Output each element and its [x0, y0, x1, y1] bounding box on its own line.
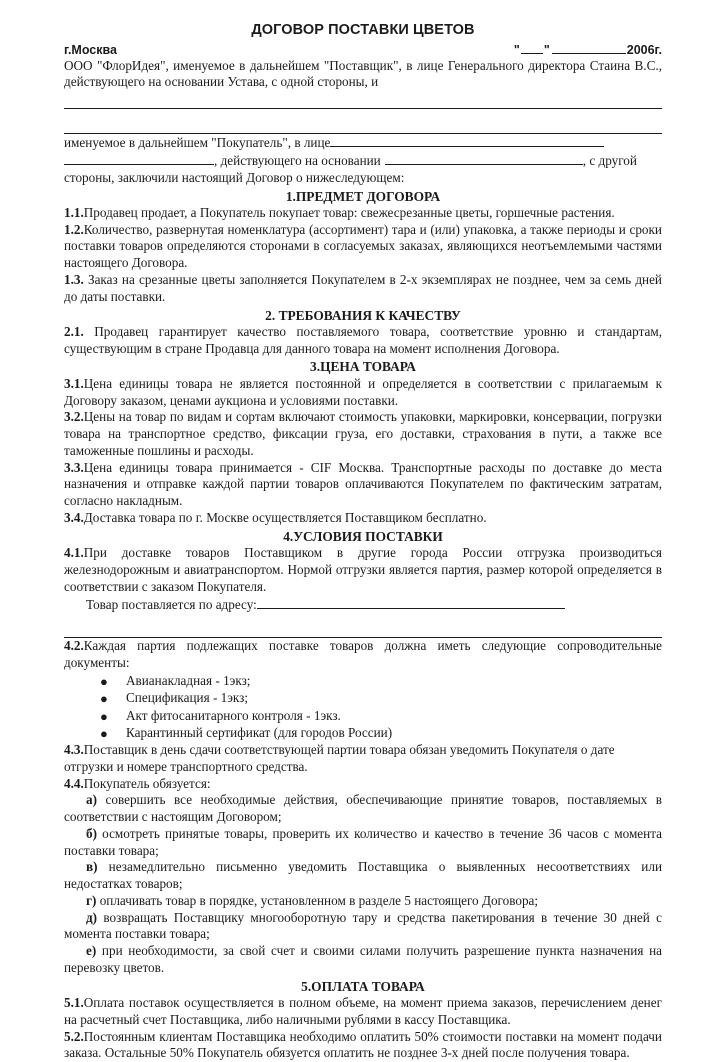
preamble-supplier: ООО "ФлорИдея", именуемое в дальнейшем "Поставщик", в лице Генерального директора Стаина В.С., действующего на основании Устава, с одной стороны, и: [64, 57, 662, 90]
clause-4-4: [64, 776, 662, 793]
document-name: Карантинный сертификат (для городов России): [126, 725, 393, 741]
supplier-blank-line-2[interactable]: [64, 117, 662, 134]
quote-close: ": [543, 42, 550, 57]
document-name: Спецификация - 1экз;: [126, 690, 249, 706]
delivery-address-blank[interactable]: [257, 596, 565, 609]
clause-text: Заказ на срезанные цветы заполняется Покупателем в 2-х экземплярах не позднее, чем за семь дней до даты поставки.: [64, 271, 662, 304]
obligation-letter: е): [86, 943, 97, 959]
bullet-dot-icon: ●: [100, 673, 108, 689]
clause-1-3: [64, 272, 662, 306]
obligation-d: [64, 910, 662, 944]
section-heading-1: 1.ПРЕДМЕТ ДОГОВОРА: [285, 188, 441, 204]
section-heading-5: 5.ОПЛАТА ТОВАРА: [301, 978, 425, 994]
delivery-address-blank-2[interactable]: [64, 621, 662, 638]
obligation-letter: в): [86, 859, 98, 875]
obligation-letter: г): [86, 892, 97, 908]
bullet-dot-icon: ●: [100, 708, 108, 724]
section-heading-2: 2. ТРЕБОВАНИЯ К КАЧЕСТВУ: [265, 307, 461, 323]
preamble-buyer-line-1: [64, 134, 662, 152]
quote-open: ": [513, 42, 520, 57]
obligation-text: совершить все необходимые действия, обеспечивающие принятие товаров, поставляемых в соответствии с настоящим Договором;: [64, 792, 662, 825]
clause-text: Продавец гарантирует качество поставляемого товара, соответствие уровню и стандартам, существующим в стране Продавца для данного товара на момент исполнения Договора.: [64, 323, 662, 356]
obligation-letter: б): [86, 825, 97, 841]
month-blank[interactable]: [552, 42, 626, 54]
clause-number: 5.2.: [64, 1028, 84, 1044]
clause-text: Доставка товара по г. Москве осуществляется Поставщиком бесплатно.: [83, 510, 487, 526]
clause-1-1: [64, 205, 662, 222]
list-item: [64, 724, 662, 742]
place-and-date-row: [64, 42, 662, 57]
clause-1-2: [64, 222, 662, 272]
clause-4-3: [64, 742, 662, 776]
clause-number: 5.1.: [64, 995, 84, 1011]
clause-text: При доставке товаров Поставщиком в другие города России отгрузка производиться железнодорожным и авиатранспортом. Нормой отгрузки является партия, размер которой определяется в соответствии с заказом Покупателя.: [64, 545, 662, 594]
clause-3-2: [64, 409, 662, 459]
clause-number: 4.4.: [64, 775, 84, 791]
clause-number: 3.4.: [64, 510, 84, 526]
clause-text: Покупатель обязуется:: [83, 775, 211, 791]
clause-text: Каждая партия подлежащих поставке товаров должна иметь следующие сопроводительные документы:: [64, 638, 662, 671]
clause-text: Количество, развернутая номенклатура (ассортимент) тара и (или) упаковка, а также периоды и сроки поставки товаров определяются сторонами в согласуемых заказах, являющихся неотъемлемыми частями настоящего Договора.: [64, 221, 662, 271]
list-item: [64, 672, 662, 690]
obligation-letter: а): [86, 792, 97, 808]
bullet-dot-icon: ●: [100, 691, 108, 707]
buyer-basis-label: , действующего на основании: [214, 152, 381, 168]
preamble-buyer-line-2: [64, 152, 662, 170]
clause-text: Постоянным клиентам Поставщика необходимо оплатить 50% стоимости поставки на момент подачи заказа. Остальные 50% Покупатель обязуется оплатить не позднее 3-х дней после получения товара.: [64, 1028, 662, 1061]
buyer-basis-blank[interactable]: [385, 152, 583, 165]
obligation-text: незамедлительно письменно уведомить Поставщика о выявленных несоответствиях или недостатках товаров;: [64, 859, 662, 892]
obligation-text: осмотреть принятые товары, проверить их количество и качество в течение 36 часов с момента поставки товара;: [64, 825, 662, 858]
document-name: Акт фитосанитарного контроля - 1экз.: [126, 707, 341, 723]
obligation-text: оплачивать товар в порядке, установленном в разделе 5 настоящего Договора;: [96, 892, 539, 908]
clause-text: Оплата поставок осуществляется в полном объеме, на момент приема заказов, перечислением денег на расчетный счет Поставщика, либо наличными рублями в кассу Поставщика.: [64, 995, 662, 1027]
clause-number: 4.2.: [64, 638, 84, 654]
clause-3-1: [64, 376, 662, 410]
page-title: ДОГОВОР ПОСТАВКИ ЦВЕТОВ: [251, 22, 475, 38]
obligation-text: при необходимости, за свой счет и своими силами получить разрешение пункта назначения на перевозку цветов.: [64, 943, 662, 975]
obligation-letter: д): [86, 909, 98, 925]
clause-text: Цены на товар по видам и сортам включают стоимость упаковки, маркировки, консервации, погрузки товара на транспортное средство, фиксации груза, его доставки, страхования в пути, а также все таможенные пошлины и расходы.: [64, 409, 662, 458]
clause-number: 4.3.: [64, 741, 84, 757]
clause-number: 1.3.: [64, 271, 84, 287]
clause-text: Поставщик в день сдачи соответствующей партии товара обязан уведомить Покупателя о дате отгрузки и номере транспортного средства.: [64, 741, 615, 774]
document-name: Авианакладная - 1экз;: [126, 672, 251, 688]
clause-2-1: [64, 324, 662, 358]
obligation-g: [64, 893, 662, 910]
clause-3-4: [64, 510, 662, 527]
list-item: [64, 689, 662, 707]
buyer-name-blank[interactable]: [330, 134, 604, 147]
delivery-address-row: [64, 596, 662, 614]
clause-text: Цена единицы товара принимается - CIF Москва. Транспортные расходы по доставке до места назначения и отправке каждой партии товаров оплачиваются Покупателем по фактическим затратам, согласно накладным.: [64, 459, 662, 509]
city-label: г.Москва: [64, 42, 117, 57]
clause-4-1: [64, 545, 662, 595]
obligation-text: возвращать Поставщику многооборотную тару и средства пакетирования в течение 30 дней с момента поставки товара;: [64, 909, 662, 942]
delivery-address-label: Товар поставляется по адресу:: [86, 596, 257, 612]
preamble-closing: стороны, заключили настоящий Договор о нижеследующем:: [64, 169, 405, 185]
bullet-dot-icon: ●: [100, 726, 108, 742]
buyer-label: именуемое в дальнейшем "Покупатель", в лице: [64, 135, 331, 151]
section-heading-3: 3.ЦЕНА ТОВАРА: [310, 359, 416, 375]
buyer-other-side-label: , с другой: [582, 152, 637, 168]
clause-text: Продавец продает, а Покупатель покупает товар: свежесрезанные цветы, горшечные растения.: [83, 204, 615, 220]
clause-text: Цена единицы товара не является постоянной и определяется в соответствии с прилагаемым к Договору заказом, ценами аукциона и условиями поставки.: [64, 375, 662, 408]
obligation-e: [64, 943, 662, 977]
clause-5-2: [64, 1029, 662, 1062]
clause-number: 3.1.: [64, 375, 84, 391]
obligation-a: [64, 792, 662, 826]
clause-number: 3.3.: [64, 459, 84, 475]
clause-number: 2.1.: [64, 323, 84, 339]
clause-number: 3.2.: [64, 409, 84, 425]
obligation-v: [64, 859, 662, 893]
clause-4-2: [64, 638, 662, 672]
section-heading-4: 4.УСЛОВИЯ ПОСТАВКИ: [283, 528, 443, 544]
year-label: 2006г.: [626, 42, 662, 57]
buyer-person-blank[interactable]: [64, 152, 214, 165]
clause-number: 4.1.: [64, 545, 84, 561]
accompanying-documents-list: [64, 672, 662, 742]
obligation-b: [64, 826, 662, 860]
clause-3-3: [64, 460, 662, 510]
clause-number: 1.2.: [64, 221, 84, 237]
clause-number: 1.1.: [64, 204, 84, 220]
list-item: [64, 707, 662, 725]
supplier-blank-line-1[interactable]: [64, 92, 662, 109]
day-blank[interactable]: [521, 42, 543, 54]
date-field-group: [514, 42, 662, 57]
